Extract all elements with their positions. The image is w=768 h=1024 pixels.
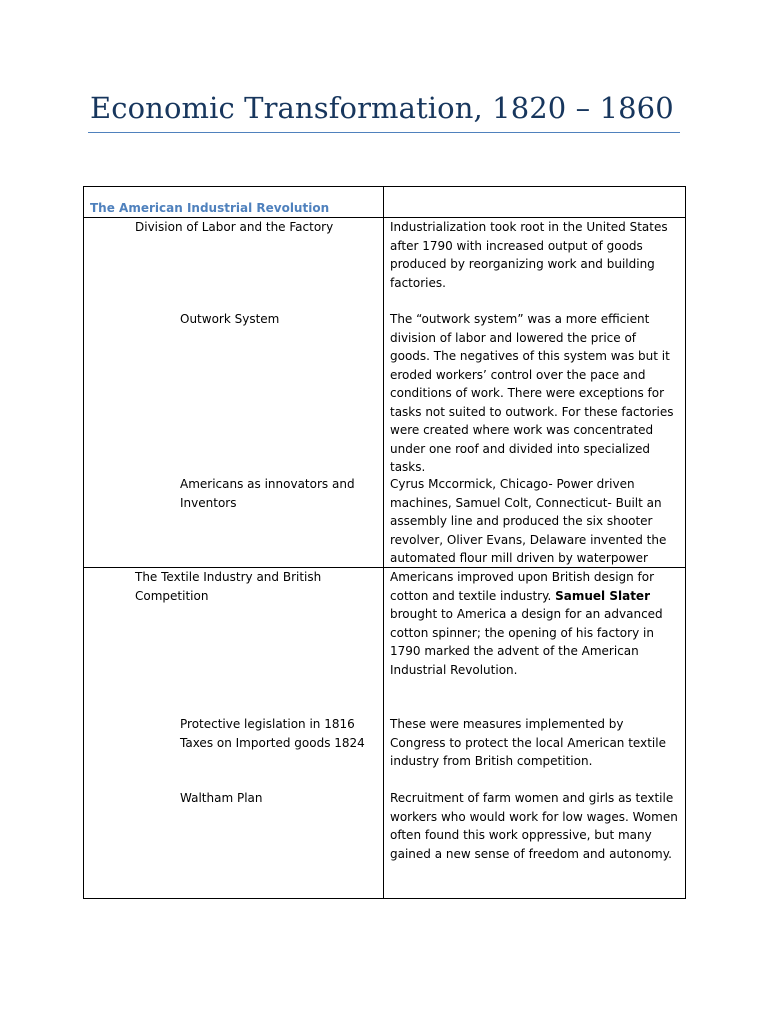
table-border-top [83, 186, 686, 187]
description-textile-text-before: Americans improved upon British design for cotton and textile industry. [390, 570, 655, 603]
topic-protective-legislation [180, 715, 380, 752]
description-protective-legislation: These were measures implemented by Congress to protect the local American textile industry from British competition. [390, 717, 666, 768]
topic-protective-legislation-line1: Protective legislation in 1816 [180, 717, 355, 731]
topic-division-of-labor: Division of Labor and the Factory [135, 220, 334, 234]
topic-protective-legislation-line2: Taxes on Imported goods 1824 [180, 735, 365, 750]
description-waltham-plan: Recruitment of farm women and girls as textile workers who would work for low wages. Women often found this work oppressive, but many gained a new sense of freedom and autonomy. [390, 791, 678, 861]
samuel-slater-name: Samuel Slater [555, 588, 650, 603]
topic-innovators: Americans as innovators and Inventors [180, 477, 355, 510]
table-border-right [685, 186, 686, 899]
table-border-left [83, 186, 84, 899]
topic-waltham-plan: Waltham Plan [180, 791, 263, 805]
topic-textile-industry: The Textile Industry and British Competition [135, 570, 322, 603]
table-border-bottom [83, 898, 686, 899]
description-textile-industry [390, 568, 678, 679]
title-underline [88, 132, 680, 133]
table-border-middle [383, 186, 384, 899]
section-heading: The American Industrial Revolution [90, 201, 330, 215]
description-innovators: Cyrus Mccormick, Chicago- Power driven machines, Samuel Colt, Connecticut- Built an assembly line and produced the six shooter revolver, Oliver Evans, Delaware invented the automated flour mill driven by waterpower [390, 477, 667, 565]
description-textile-text-after: brought to America a design for an advanced cotton spinner; the opening of his factory in 1790 marked the advent of the American Industrial Revolution. [390, 607, 663, 677]
page-title: Economic Transformation, 1820 – 1860 [90, 91, 674, 125]
description-outwork-system: The “outwork system” was a more efficient division of labor and lowered the price of goods. The negatives of this system was but it eroded workers’ control over the pace and conditions of work. There were exceptions for tasks not suited to outwork. For these factories were created where work was concentrated under one roof and divided into specialized tasks. [390, 312, 674, 474]
topic-outwork-system: Outwork System [180, 312, 280, 326]
description-division-of-labor: Industrialization took root in the United States after 1790 with increased output of goods produced by reorganizing work and building factories. [390, 220, 668, 290]
